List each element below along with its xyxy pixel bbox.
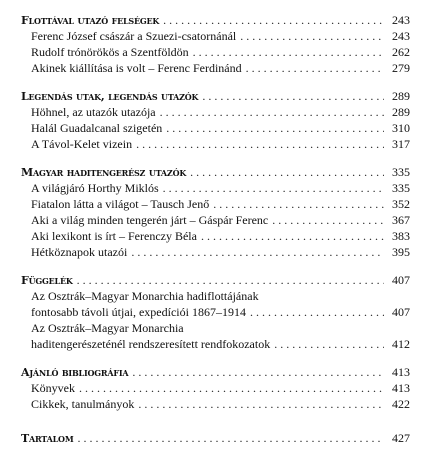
toc-section-appendix [21, 272, 410, 352]
toc-heading-title: Flottával utazó felségek [21, 14, 160, 27]
toc-entry-title: Hétköznapok utazói [31, 245, 128, 259]
leader-dots [190, 164, 384, 180]
leader-dots [213, 196, 384, 212]
toc-page-number: 413 [392, 365, 410, 379]
toc-entry-title: Halál Guadalcanal szigetén [31, 121, 163, 135]
leader-dots [136, 136, 384, 152]
toc-heading-title: Tartalom [21, 432, 74, 445]
toc-entry-title: Akinek kiállítása is volt – Ferenc Ferdinánd [31, 61, 242, 75]
leader-dots [272, 212, 384, 228]
toc-entry-title: Könyvek [31, 381, 75, 395]
toc-page-number: 243 [392, 29, 410, 43]
toc-entry-line1[interactable] [21, 288, 410, 304]
toc-heading[interactable] [21, 88, 410, 104]
leader-dots [132, 364, 384, 380]
toc-section-legendary-journeys [21, 88, 410, 152]
toc-page-number: 367 [392, 213, 410, 227]
leader-dots [77, 272, 384, 288]
toc-page-number: 352 [392, 197, 410, 211]
toc-entry-title: Fiatalon látta a világot – Tausch Jenő [31, 197, 210, 211]
toc-entry-title: Az Osztrák–Magyar Monarchia [31, 321, 184, 335]
toc-entry[interactable] [21, 136, 410, 152]
toc-page-number: 383 [392, 229, 410, 243]
toc-entry-title: Höhnel, az utazók utazója [31, 105, 156, 119]
leader-dots [250, 304, 384, 320]
toc-entry[interactable] [21, 44, 410, 60]
leader-dots [240, 28, 384, 44]
toc-heading[interactable] [21, 430, 410, 446]
toc-page-number: 422 [392, 397, 410, 411]
toc-heading[interactable] [21, 12, 410, 28]
toc-entry[interactable] [21, 60, 410, 76]
toc-page-number: 335 [392, 165, 410, 179]
leader-dots [166, 120, 384, 136]
toc-heading[interactable] [21, 164, 410, 180]
toc-entry[interactable] [21, 396, 410, 412]
leader-dots [274, 336, 384, 352]
toc-heading[interactable] [21, 272, 410, 288]
toc-entry-title: A Távol-Kelet vizein [31, 137, 133, 151]
toc-page-number: 407 [392, 273, 410, 287]
toc-heading-title: Ajánló bibliográfia [21, 366, 129, 379]
toc-page-number: 243 [392, 13, 410, 27]
toc-section-bibliography [21, 364, 410, 412]
toc-page-number: 427 [392, 431, 410, 445]
toc-entry-title: Cikkek, tanulmányok [31, 397, 135, 411]
toc-heading-title: Legendás utak, legendás utazók [21, 90, 199, 103]
leader-dots [160, 104, 384, 120]
toc-entry[interactable] [21, 212, 410, 228]
toc-page-number: 412 [392, 337, 410, 351]
toc-page-number: 407 [392, 305, 410, 319]
toc-entry-title: A világjáró Horthy Miklós [31, 181, 159, 195]
toc-entry-title: fontosabb távoli útjai, expedíciói 1867–1914 [31, 305, 246, 319]
toc-entry-title: haditengerészeténél rendszeresített rendfokozatok [31, 337, 271, 351]
toc-page-number: 262 [392, 45, 410, 59]
toc-heading[interactable] [21, 364, 410, 380]
leader-dots [138, 396, 384, 412]
toc-page-number: 413 [392, 381, 410, 395]
leader-dots [131, 244, 384, 260]
toc-entry[interactable] [21, 104, 410, 120]
toc-entry[interactable] [21, 28, 410, 44]
toc-entry-title: Rudolf trónörökös a Szentföldön [31, 45, 189, 59]
toc-entry[interactable] [21, 196, 410, 212]
toc-page-number: 289 [392, 89, 410, 103]
leader-dots [77, 430, 384, 446]
toc-entry-title: Aki a világ minden tengerén járt – Gáspár Ferenc [31, 213, 269, 227]
toc-entry[interactable] [21, 228, 410, 244]
leader-dots [201, 228, 384, 244]
toc-entry[interactable] [21, 336, 410, 352]
toc-page-number: 289 [392, 105, 410, 119]
toc-entry[interactable] [21, 380, 410, 396]
toc-heading-title: Magyar haditengerész utazók [21, 166, 187, 179]
leader-dots [193, 44, 384, 60]
toc-page-number: 317 [392, 137, 410, 151]
toc-entry-title: Aki lexikont is írt – Ferenczy Béla [31, 229, 197, 243]
toc-page-number: 395 [392, 245, 410, 259]
leader-dots [163, 12, 384, 28]
toc-entry[interactable] [21, 304, 410, 320]
toc-entry-line1[interactable] [21, 320, 410, 336]
toc-entry-title: Az Osztrák–Magyar Monarchia hadiflottájának [31, 289, 259, 303]
toc-section-naval-travelers [21, 164, 410, 260]
toc-page-number: 279 [392, 61, 410, 75]
toc-entry[interactable] [21, 120, 410, 136]
leader-dots [163, 180, 384, 196]
toc-section-contents [21, 430, 410, 446]
toc-page-number: 310 [392, 121, 410, 135]
leader-dots [246, 60, 384, 76]
leader-dots [79, 380, 384, 396]
toc-heading-title: Függelék [21, 274, 73, 287]
toc-entry[interactable] [21, 180, 410, 196]
toc-entry-title: Ferenc József császár a Szuezi-csatornánál [31, 29, 237, 43]
leader-dots [202, 88, 384, 104]
toc-entry[interactable] [21, 244, 410, 260]
toc-section-royal-voyages [21, 12, 410, 76]
toc-page-number: 335 [392, 181, 410, 195]
